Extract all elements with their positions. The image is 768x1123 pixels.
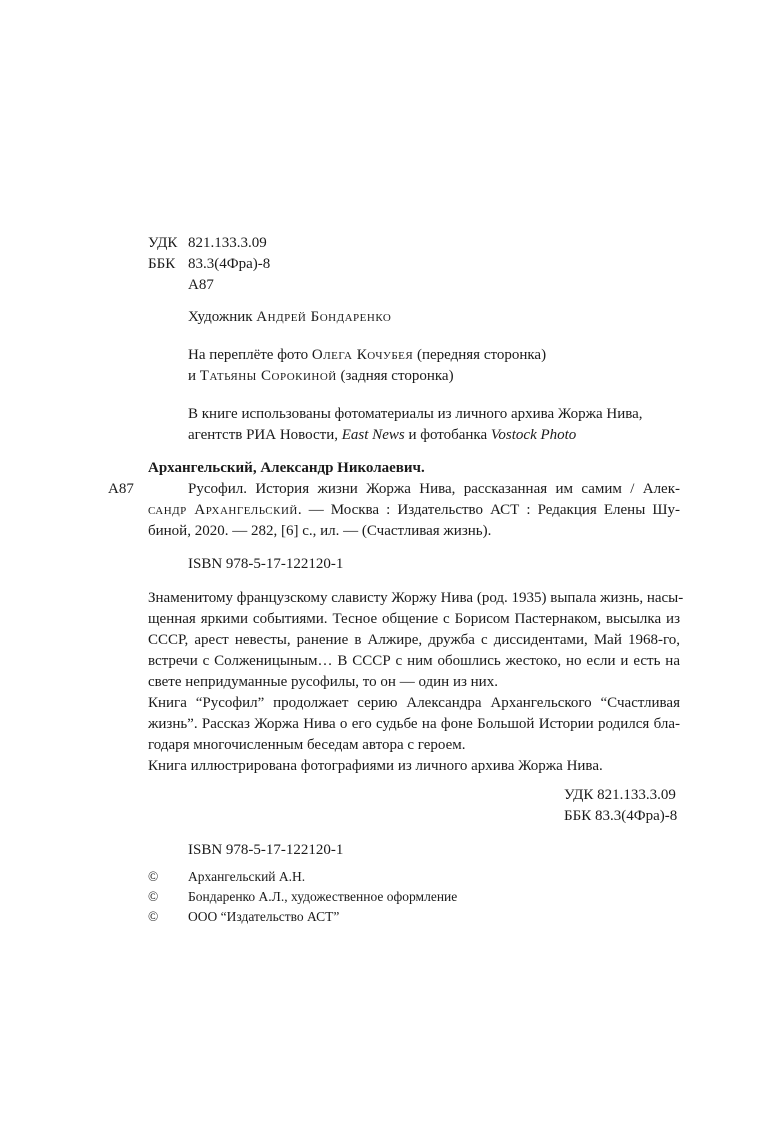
bib-line-2 xyxy=(148,500,680,521)
artist-name: Андрей Бондаренко xyxy=(256,309,392,325)
copyright-symbol: © xyxy=(148,909,159,924)
udk-value: 821.133.3.09 xyxy=(188,235,267,251)
annotation-line-2: щенная яркими событиями. Тесное общение с Борисом Пастернаком, высылка из xyxy=(148,611,680,627)
photo-credit-line-2 xyxy=(188,425,576,446)
bib-line-3: биной, 2020. — 282, [6] с., ил. — (Счастливая жизнь). xyxy=(148,523,492,539)
bib-line-1: Русофил. История жизни Жоржа Нива, рассказанная им самим / Алек- xyxy=(188,481,680,497)
author-mark: А87 xyxy=(188,277,214,293)
annotation-line-6: Книга “Русофил” продолжает серию Александра Архангельского “Счастливая xyxy=(148,695,680,711)
cover-credit-line-1 xyxy=(188,345,546,366)
udk-right: УДК 821.133.3.09 xyxy=(564,787,676,803)
isbn-top: ISBN 978-5-17-122120-1 xyxy=(188,556,344,572)
annotation-line-8: годаря многочисленным беседам автора с героем. xyxy=(148,737,466,753)
cover-photographer-1: Олега Кочубея xyxy=(311,347,414,363)
cover-credit-line-2 xyxy=(188,366,454,387)
annotation-line-3: СССР, арест невесты, ранение в Алжире, дружба с диссидентами, Май 1968-го, xyxy=(148,632,680,648)
annotation-line-9: Книга иллюстрирована фотографиями из личного архива Жоржа Нива. xyxy=(148,758,603,774)
cover-suffix-1: (передняя сторонка) xyxy=(416,347,547,363)
cover-prefix: На переплёте фото xyxy=(188,347,309,363)
copyright-symbol: © xyxy=(148,869,159,884)
bib-line-2-rest: . — Москва : Издательство АСТ : Редакция Елены Шу- xyxy=(297,502,680,518)
copyright-holder-author: Архангельский А.Н. xyxy=(188,869,306,884)
author-heading: Архангельский, Александр Николаевич. xyxy=(148,460,425,476)
bib-author-smallcaps: сандр Архангельский xyxy=(148,502,298,518)
annotation-line-7: жизнь”. Рассказ Жоржа Нива о его судьбе на фоне Большой Истории родился бла- xyxy=(148,716,680,732)
artist-prefix: Художник xyxy=(188,309,253,325)
cover-and: и xyxy=(188,368,197,384)
bbk-label: ББК xyxy=(148,256,176,272)
cover-suffix-2: (задняя сторонка) xyxy=(340,368,454,384)
isbn-bottom: ISBN 978-5-17-122120-1 xyxy=(188,842,344,858)
annotation-line-4: встречи с Солженицыным… В СССР с ним обошлись жестоко, но если и есть на xyxy=(148,653,680,669)
photo-and-bank: и фотобанка xyxy=(408,427,488,443)
copyright-holder-artist: Бондаренко А.Л., художественное оформление xyxy=(188,889,458,904)
copyright-holder-publisher: ООО “Издательство АСТ” xyxy=(188,909,340,924)
photo-credit-line-1: В книге использованы фотоматериалы из личного архива Жоржа Нива, xyxy=(188,406,643,422)
cover-photographer-2: Татьяны Сорокиной xyxy=(199,368,337,384)
annotation-line-5: свете непридуманные русофилы, то он — один из них. xyxy=(148,674,498,690)
photo-agency-ria: агентств РИА Новости, xyxy=(188,427,339,443)
bbk-right: ББК 83.3(4Фра)-8 xyxy=(564,808,678,824)
photo-bank-vostock: Vostock Photo xyxy=(490,427,577,443)
photo-agency-eastnews: East News xyxy=(341,427,405,443)
margin-author-mark: А87 xyxy=(108,481,134,497)
artist-credit xyxy=(188,307,391,328)
copyright-symbol: © xyxy=(148,889,159,904)
bbk-value: 83.3(4Фра)-8 xyxy=(188,256,271,272)
udk-label: УДК xyxy=(148,235,178,251)
annotation-line-1: Знаменитому французскому слависту Жоржу Нива (род. 1935) выпала жизнь, насы- xyxy=(148,590,684,606)
